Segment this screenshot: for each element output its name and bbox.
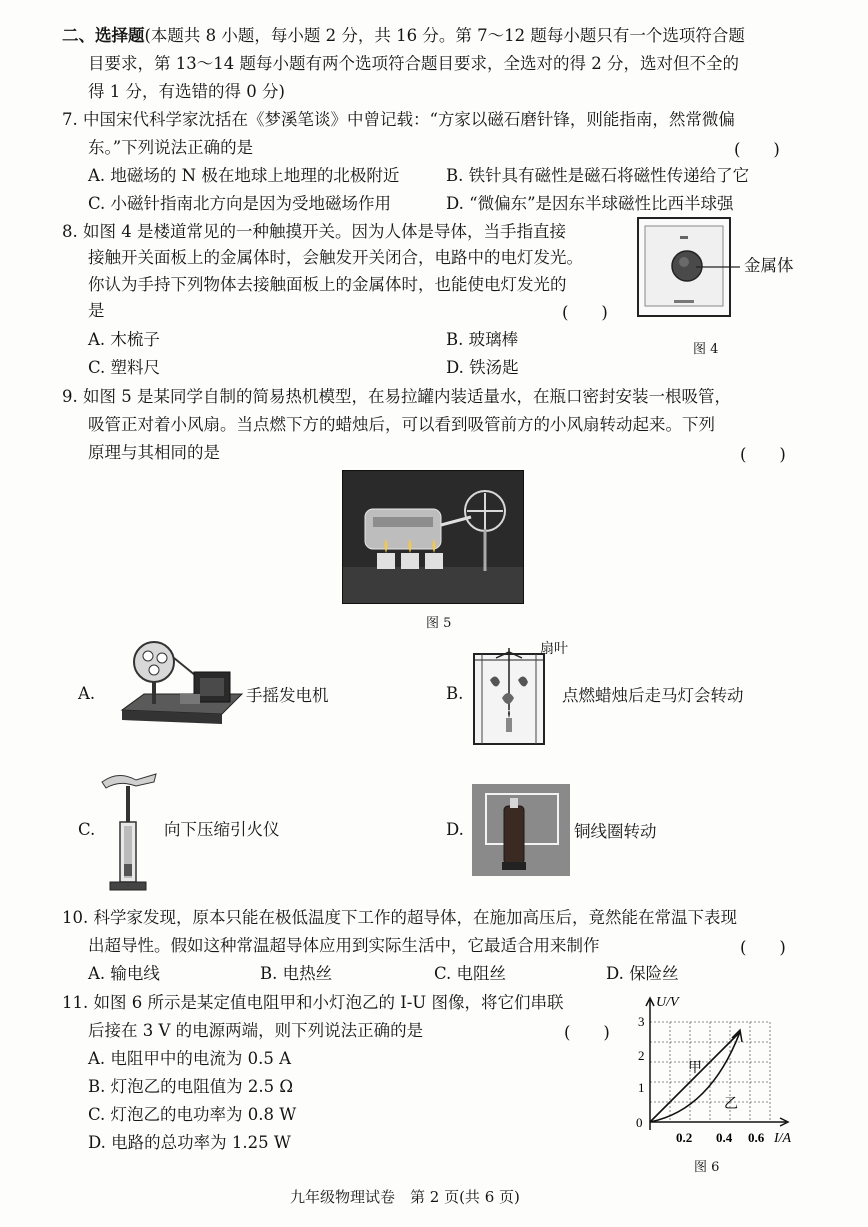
hand-generator-image: [118, 638, 244, 734]
revolving-lantern-image: [468, 640, 550, 746]
x-axis-label: I/A: [774, 1131, 792, 1146]
graph-axes: [646, 998, 788, 1130]
q7-stem-line-2: 东。”下列说法正确的是: [88, 138, 254, 157]
section-line-2: 目要求，第 13～14 题每小题有两个选项符合题目要求，全选对的得 2 分，选对但不全的: [88, 54, 739, 73]
fire-piston-image: [96, 768, 162, 896]
q10-option-d: D. 保险丝: [606, 964, 679, 983]
q9-option-d-letter: D.: [446, 820, 464, 839]
q9-stem-line-2: 吸管正对着小风扇。当点燃下方的蜡烛后，可以看到吸管前方的小风扇转动起来。下列: [88, 415, 715, 434]
q9-option-a-letter: A.: [78, 684, 96, 703]
q10-answer-paren: ( ): [740, 938, 786, 957]
q10-stem-line-2: 出超导性。假如这种常温超导体应用到实际生活中，它最适合用来制作: [88, 936, 600, 955]
section-title: 二、选择题: [62, 26, 145, 45]
x-tick-0-2: 0.2: [676, 1130, 693, 1145]
section-line-3: 得 1 分，有选错的得 0 分): [88, 82, 285, 101]
q9-option-b-text: 点燃蜡烛后走马灯会转动: [562, 686, 744, 705]
heat-engine-photo: [342, 470, 524, 604]
curve-label-jia: 甲: [688, 1060, 702, 1076]
q8-stem-line-4: 是: [88, 301, 105, 320]
q8-option-d: D. 铁汤匙: [446, 358, 519, 377]
q10-option-b: B. 电热丝: [260, 964, 333, 983]
q8-option-b: B. 玻璃棒: [446, 330, 519, 349]
q9-stem-line-1: 9. 如图 5 是某同学自制的简易热机模型，在易拉罐内装适量水，在瓶口密封安装一根吸管，: [62, 387, 731, 406]
q9-option-d-text: 铜线圈转动: [574, 822, 657, 841]
q11-answer-paren: ( ): [564, 1023, 610, 1042]
q10-option-c: C. 电阻丝: [434, 964, 507, 983]
q9-answer-paren: ( ): [740, 445, 786, 464]
iu-graph: [628, 992, 804, 1152]
q11-stem-line-2: 后接在 3 V 的电源两端，则下列说法正确的是: [88, 1021, 424, 1040]
graph-grid: [650, 1022, 770, 1122]
q11-option-b: B. 灯泡乙的电阻值为 2.5 Ω: [88, 1077, 294, 1096]
y-tick-0: 0: [636, 1115, 643, 1130]
curve-label-yi: 乙: [724, 1096, 738, 1112]
y-tick-3: 3: [638, 1014, 645, 1029]
q9-stem-line-3: 原理与其相同的是: [88, 443, 220, 462]
section-header: [62, 24, 745, 48]
y-axis-label: U/V: [656, 995, 679, 1010]
q11-option-d: D. 电路的总功率为 1.25 W: [88, 1133, 291, 1152]
q7-option-d: D. “微偏东”是因东半球磁性比西半球强: [446, 194, 734, 213]
q7-answer-paren: ( ): [734, 140, 780, 159]
fan-blade-label: 扇叶: [540, 641, 568, 657]
q9-option-a-text: 手摇发电机: [246, 686, 329, 705]
x-tick-0-6: 0.6: [748, 1130, 765, 1145]
q8-option-a: A. 木梳子: [88, 330, 160, 349]
q8-stem-line-1: 8. 如图 4 是楼道常见的一种触摸开关。因为人体是导体，当手指直接: [62, 222, 566, 241]
q9-option-c-text: 向下压缩引火仪: [164, 820, 280, 839]
q7-option-c: C. 小磁针指南北方向是因为受地磁场作用: [88, 194, 392, 213]
q8-answer-paren: ( ): [562, 303, 608, 322]
q8-stem-line-3: 你认为手持下列物体去接触面板上的金属体时，也能使电灯发光的: [88, 275, 567, 294]
q10-option-a: A. 输电线: [88, 964, 160, 983]
q11-stem-line-1: 11. 如图 6 所示是某定值电阻甲和小灯泡乙的 I-U 图像，将它们串联: [62, 993, 564, 1012]
metal-body-label: 金属体: [744, 256, 794, 275]
y-tick-2: 2: [638, 1048, 645, 1063]
metal-body-leader-line: [696, 262, 740, 272]
figure-4-caption: 图 4: [693, 342, 719, 357]
q11-option-c: C. 灯泡乙的电功率为 0.8 W: [88, 1105, 297, 1124]
q7-option-a: A. 地磁场的 N 极在地球上地理的北极附近: [88, 166, 400, 185]
figure-6-caption: 图 6: [694, 1160, 720, 1175]
q7-option-b: B. 铁针具有磁性是磁石将磁性传递给了它: [446, 166, 750, 185]
section-line-1: (本题共 8 小题，每小题 2 分，共 16 分。第 7～12 题每小题只有一个选项符合题: [144, 26, 745, 45]
q7-stem-line-1: 7. 中国宋代科学家沈括在《梦溪笔谈》中曾记载：“方家以磁石磨针锋，则能指南，然常微偏: [62, 110, 735, 129]
x-tick-0-4: 0.4: [716, 1130, 733, 1145]
q8-stem-line-2: 接触开关面板上的金属体时，会触发开关闭合，电路中的电灯发光。: [88, 248, 583, 267]
y-tick-1: 1: [638, 1080, 645, 1095]
q10-stem-line-1: 10. 科学家发现，原本只能在极低温度下工作的超导体，在施加高压后，竟然能在常温下表现: [62, 908, 737, 927]
page-footer: 九年级物理试卷 第 2 页(共 6 页): [290, 1188, 520, 1206]
q11-option-a: A. 电阻甲中的电流为 0.5 A: [88, 1049, 292, 1068]
copper-coil-image: [472, 784, 570, 876]
q8-option-c: C. 塑料尺: [88, 358, 161, 377]
q9-option-c-letter: C.: [78, 820, 96, 839]
q9-option-b-letter: B.: [446, 684, 464, 703]
figure-5-caption: 图 5: [426, 616, 452, 631]
